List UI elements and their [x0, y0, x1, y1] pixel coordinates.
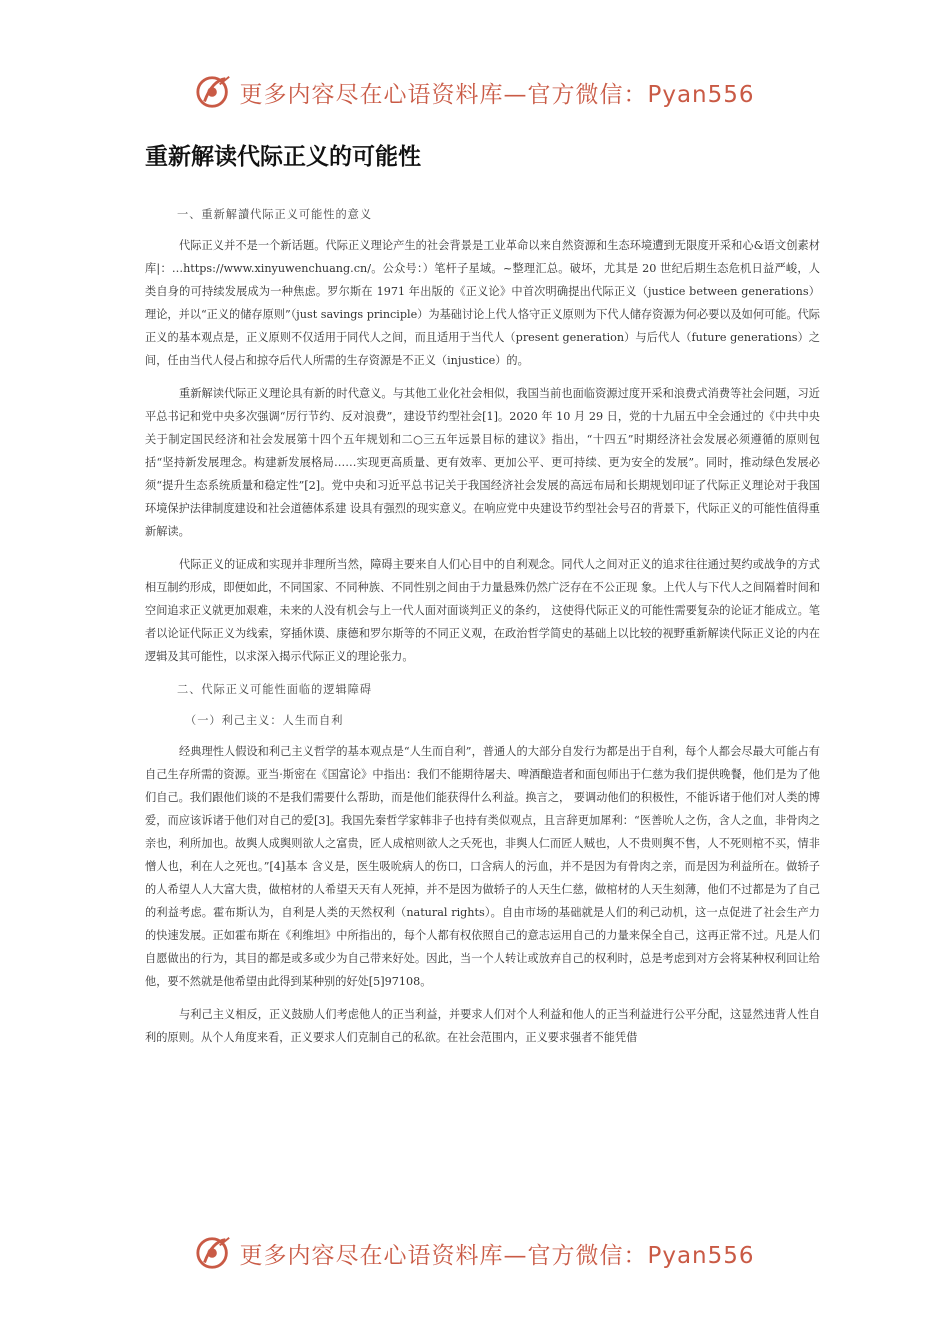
banner-wechat-id: Pyan556: [647, 1242, 755, 1269]
page-title: 重新解读代际正义的可能性: [145, 144, 421, 170]
banner-slogan: 更多内容尽在心语资料库—官方微信：: [239, 1242, 648, 1269]
footer-banner: [0, 1231, 950, 1275]
logo-icon: [195, 73, 233, 111]
banner-slogan: 更多内容尽在心语资料库—官方微信：: [239, 81, 648, 108]
banner-text: [239, 1237, 754, 1270]
logo-icon: [195, 1234, 233, 1272]
subsection-heading-1: （一）利己主义：人生而自利: [185, 714, 344, 727]
banner-text: [239, 76, 754, 109]
paragraph-1: 代际正义并不是一个新话题。代际正义理论产生的社会背景是工业革命以来自然资源和生态环境遭到无限度开采和心&语文创素材库|：…https://www.xinyuwenchuang.cn/。公众号：）笔杆子星域。~整理汇总。破坏，尤其是 20 世纪后期生态危机日益严峻，人类自身的可持续发展成为一种焦虑。罗尔斯在 1971 年出版的《正义论》中首次明确提出代际正义（justice between generations）理论，并以“正义的储存原则”（just savings principle）为基础讨论上代人恪守正义原则为下代人储存资源为何必要以及如何可能。代际正义的基本观点是，正义原则不仅适用于同代人之间，而且适用于当代人（present generation）与后代人（future generations）之间，任由当代人侵占和掠夺后代人所需的生存资源是不正义（injustice）的。: [145, 239, 820, 367]
paragraph-3: 代际正义的证成和实现并非理所当然，障碍主要来自人们心目中的自利观念。同代人之间对正义的追求往往通过契约或战争的方式相互制约形成，即便如此，不同国家、不同种族、不同性别之间由于力量悬殊仍然广泛存在不公正现 象。上代人与下代人之间隔着时间和空间追求正义就更加艰难，未来的人没有机会与上一代人面对面谈判正义的条约， 这使得代际正义的可能性需要复杂的论证才能成立。笔者以论证代际正义为线索，穿插休谟、康德和罗尔斯等的不同正义观，在政治哲学简史的基础上以比较的视野重新解读代际正义论的内在逻辑及其可能性，以求深入揭示代际正义的理论张力。: [145, 558, 820, 663]
banner-wechat-id: Pyan556: [647, 81, 755, 108]
paragraph-4: 经典理性人假设和利己主义哲学的基本观点是“人生而自利”，普通人的大部分自发行为都是出于自利，每个人都会尽最大可能占有自己生存所需的资源。亚当·斯密在《国富论》中指出：我们不能期待屠夫、啤酒酿造者和面包师出于仁慈为我们提供晚餐，他们是为了他们自己。我们跟他们谈的不是我们需要什么帮助，而是他们能获得什么利益。换言之， 要调动他们的积极性，不能诉诸于他们对人类的博爱，而应该诉诸于他们对自己的爱[3]。我国先秦哲学家韩非子也持有类似观点，且言辞更加犀利：“医善吮人之伤，含人之血，非骨肉之亲也，利所加也。故舆人成舆则欲人之富贵，匠人成棺则欲人之夭死也，非舆人仁而匠人贼也，人不贵则舆不售，人不死则棺不买，情非憎人也，利在人之死也。”[4]基本 含义是，医生吸吮病人的伤口，口含病人的污血，并不是因为有骨肉之亲，而是因为利益所在。做轿子的人希望人人大富大贵，做棺材的人希望天天有人死掉，并不是因为做轿子的人天生仁慈，做棺材的人天生刻薄，他们不过都是为了自己的利益考虑。霍布斯认为，自利是人类的天然权利（natural rights）。自由市场的基础就是人们的利己动机，这一点促进了社会生产力的快速发展。正如霍布斯在《利维坦》中所指出的，每个人都有权依照自己的意志运用自己的力量来保全自己，这再正常不过。凡是人们自愿做出的行为，其目的都是或多或少为自己带来好处。因此，当一个人转让或放弃自己的权利时，总是考虑到对方会将某种权利回让给他，要不然就是他希望由此得到某种别的好处[5]97108。: [145, 745, 820, 988]
section-heading-2: 二、代际正义可能性面临的逻辑障碍: [177, 683, 373, 696]
section-heading-1: 一、重新解讀代际正义可能性的意义: [177, 208, 373, 221]
paragraph-5: 与利己主义相反，正义鼓励人们考虑他人的正当利益，并要求人们对个人利益和他人的正当利益进行公平分配，这显然违背人性自利的原则。从个人角度来看，正义要求人们克制自己的私欲。在社会范围内，正义要求强者不能凭借: [145, 1008, 820, 1044]
document-body: [145, 203, 820, 1059]
header-banner: [0, 70, 950, 114]
paragraph-2: 重新解读代际正义理论具有新的时代意义。与其他工业化社会相似，我国当前也面临资源过度开采和浪费式消费等社会问题，习近平总书记和党中央多次强调“厉行节约、反对浪费”，建设节约型社会[1]。2020 年 10 月 29 日，党的十九届五中全会通过的《中共中央关于制定国民经济和社会发展第十四个五年规划和二○三五年远景目标的建议》指出，“十四五”时期经济社会发展必须遵循的原则包括“坚持新发展理念。构建新发展格局……实现更高质量、更有效率、更加公平、更可持续、更为安全的发展”。同时，推动绿色发展必须“提升生态系统质量和稳定性”[2]。党中央和习近平总书记关于我国经济社会发展的高远布局和长期规划印证了代际正义理论对于我国环境保护法律制度建设和社会道德体系建 设具有强烈的现实意义。在响应党中央建设节约型社会号召的背景下，代际正义的可能性值得重新解读。: [145, 387, 820, 538]
